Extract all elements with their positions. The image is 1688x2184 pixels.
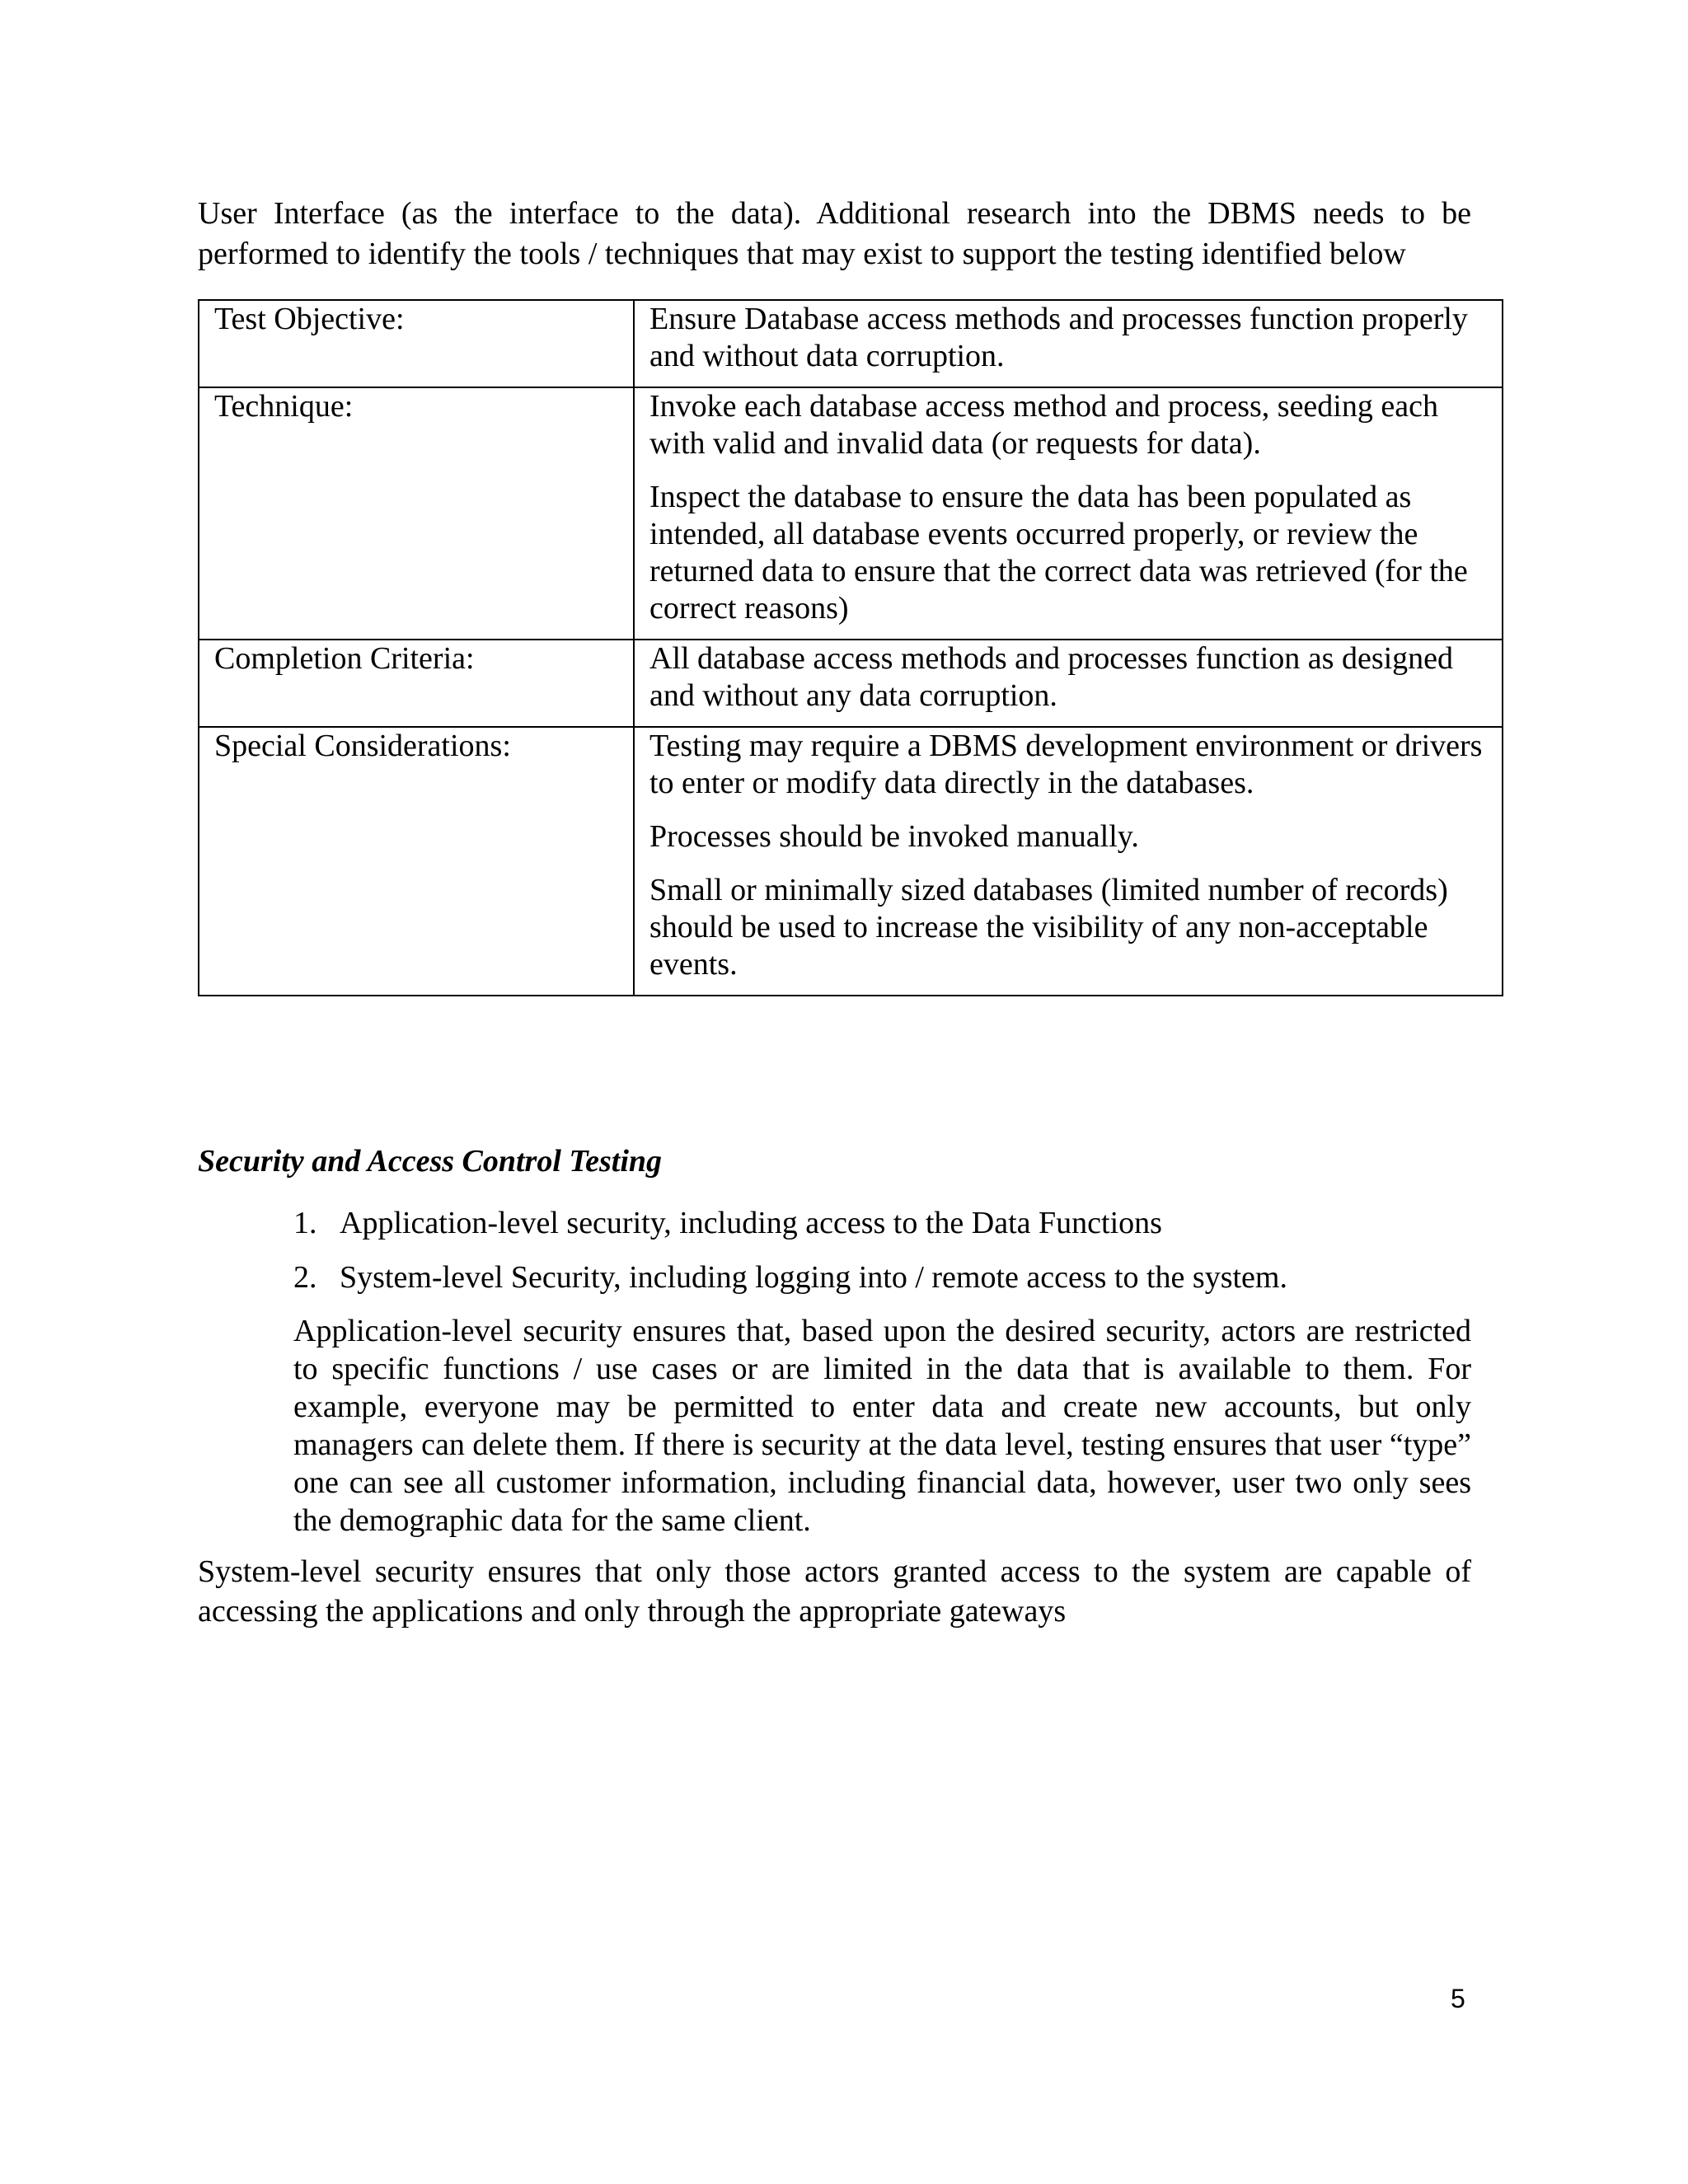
list-item <box>293 1258 1287 1297</box>
row-paragraph: Small or minimally sized databases (limited number of records) should be used to increase the visibility of any non-acceptable events. <box>649 873 1448 982</box>
table-label-cell <box>199 640 634 727</box>
row-label: Test Objective: <box>214 302 405 336</box>
table-row-special-considerations <box>199 727 1503 996</box>
row-label: Special Considerations: <box>214 729 511 763</box>
list-item-text: Application-level security, including access to the Data Functions <box>340 1206 1162 1240</box>
numbered-list <box>293 1203 1287 1312</box>
table-value-cell <box>634 727 1503 996</box>
row-paragraph: Ensure Database access methods and processes function properly and without data corruption. <box>649 302 1468 373</box>
row-paragraph: Inspect the database to ensure the data has been populated as intended, all database events occurred properly, or review the returned data to ensure that the correct data was retrieved (for the correct reasons) <box>649 480 1468 626</box>
intro-paragraph: User Interface (as the interface to the data). Additional research into the DBMS needs to be performed to identify the tools / techniques that may exist to support the testing identified below <box>198 196 1471 271</box>
system-security-paragraph: System-level security ensures that only those actors granted access to the system are capable of accessing the applications and only through the appropriate gateways <box>198 1554 1471 1629</box>
row-paragraph: Processes should be invoked manually. <box>649 819 1139 854</box>
table-row-technique <box>199 387 1503 640</box>
application-security-paragraph: Application-level security ensures that, based upon the desired security, actors are restricted to specific functions / use cases or are limited in the data that is available to them. For example, everyone may be permitted to enter data and create new accounts, but only managers can delete them. If there is security at the data level, testing ensures that user “type” one can see all customer information, including financial data, however, user two only sees the demographic data for the same client. <box>293 1314 1471 1538</box>
table-row-completion-criteria <box>199 640 1503 727</box>
table-label-cell <box>199 387 634 640</box>
list-item-number: 1. <box>293 1206 317 1240</box>
row-paragraph: Testing may require a DBMS development environment or drivers to enter or modify data directly in the databases. <box>649 729 1483 800</box>
table-label-cell <box>199 300 634 387</box>
table-row-test-objective <box>199 300 1503 387</box>
row-label: Completion Criteria: <box>214 641 475 676</box>
section-heading: Security and Access Control Testing <box>198 1144 663 1179</box>
list-item <box>293 1203 1287 1243</box>
list-item-number: 2. <box>293 1260 317 1295</box>
list-item-text: System-level Security, including logging into / remote access to the system. <box>340 1260 1287 1295</box>
table-value-cell <box>634 387 1503 640</box>
table-value-cell <box>634 300 1503 387</box>
table-label-cell <box>199 727 634 996</box>
row-label: Technique: <box>214 389 354 424</box>
row-paragraph: All database access methods and processes function as designed and without any data corruption. <box>649 641 1454 713</box>
table-value-cell <box>634 640 1503 727</box>
test-plan-table <box>198 299 1503 996</box>
page-number: 5 <box>1451 1984 1465 2013</box>
row-paragraph: Invoke each database access method and process, seeding each with valid and invalid data (or requests for data). <box>649 389 1438 461</box>
